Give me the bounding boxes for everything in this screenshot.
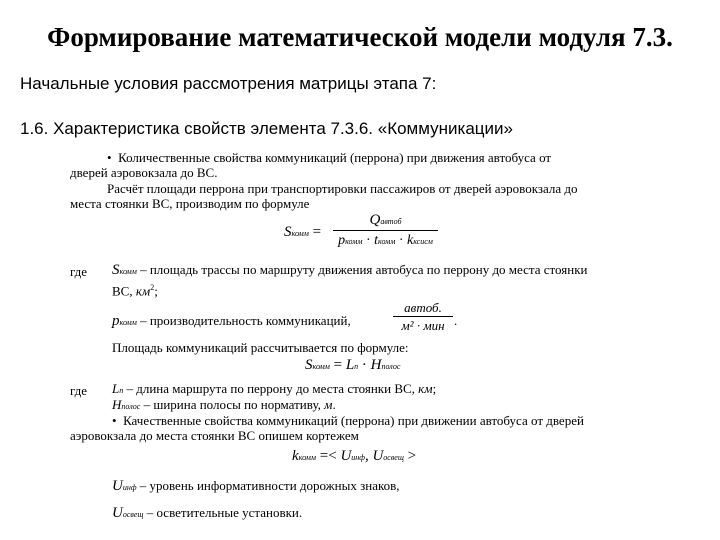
- paragraph-1-line-1: [107, 150, 551, 165]
- bullet-icon: •: [112, 413, 117, 428]
- unit-fraction: автоб. м² · мин: [393, 300, 453, 334]
- definition-p: pкомм – производительность коммуникаций,: [112, 313, 351, 329]
- paragraph-2-line-2: места стоянки ВС, производим по формуле: [70, 196, 310, 211]
- bullet-icon: •: [107, 150, 112, 165]
- where-label-1: где: [70, 264, 88, 279]
- formula-1-fraction: [333, 212, 438, 249]
- paragraph-3: Площадь коммуникаций рассчитывается по формуле:: [112, 340, 409, 355]
- subtitle: Начальные условия рассмотрения матрицы этапа 7:: [20, 74, 437, 93]
- paragraph-4-line-2: аэровокзала до места стоянки ВС опишем кортежем: [70, 428, 359, 443]
- definition-s-line-2: ВС, $км^2$;: [112, 283, 158, 299]
- paragraph-4-line-1: • Качественные свойства коммуникаций (перрона) при движении автобуса от дверей: [112, 413, 584, 428]
- definition-h: Hполос – ширина полосы по нормативу, м.: [112, 397, 336, 412]
- unit-fraction-end: .: [454, 313, 458, 328]
- p1-line1-text: Количественные свойства коммуникаций (перрона) при движения автобуса от: [118, 150, 552, 165]
- formula-1-denominator: pкомм · tкомм · kксисм: [333, 230, 438, 249]
- section-heading: 1.6. Характеристика свойств элемента 7.3.6. «Коммуникации»: [20, 119, 513, 138]
- page-title: Формирование математической модели модуля 7.3.: [47, 22, 673, 52]
- formula-2: Sкомм = Ln · Hполос: [305, 357, 401, 373]
- formula-3: kкомм =< Uинф, Uосвещ >: [292, 448, 417, 464]
- definition-u-inf: Uинф – уровень информативности дорожных знаков,: [112, 478, 400, 494]
- definition-l: Ln – длина маршрута по перрону до места стоянки ВС, км;: [112, 381, 437, 396]
- formula-1-lhs: Sкомм =: [284, 224, 322, 240]
- definition-u-light: Uосвещ – осветительные установки.: [112, 505, 303, 521]
- where-label-2: где: [70, 383, 88, 398]
- paragraph-2-line-1: Расчёт площади перрона при транспортировки пассажиров от дверей аэровокзала до: [107, 181, 578, 196]
- formula-1-numerator: Qавтоб: [369, 212, 402, 228]
- definition-s: Sкомм – площадь трассы по маршруту движения автобуса по перрону до места стоянки: [112, 262, 588, 278]
- paragraph-1-line-2: дверей аэровокзала до ВС.: [70, 165, 218, 180]
